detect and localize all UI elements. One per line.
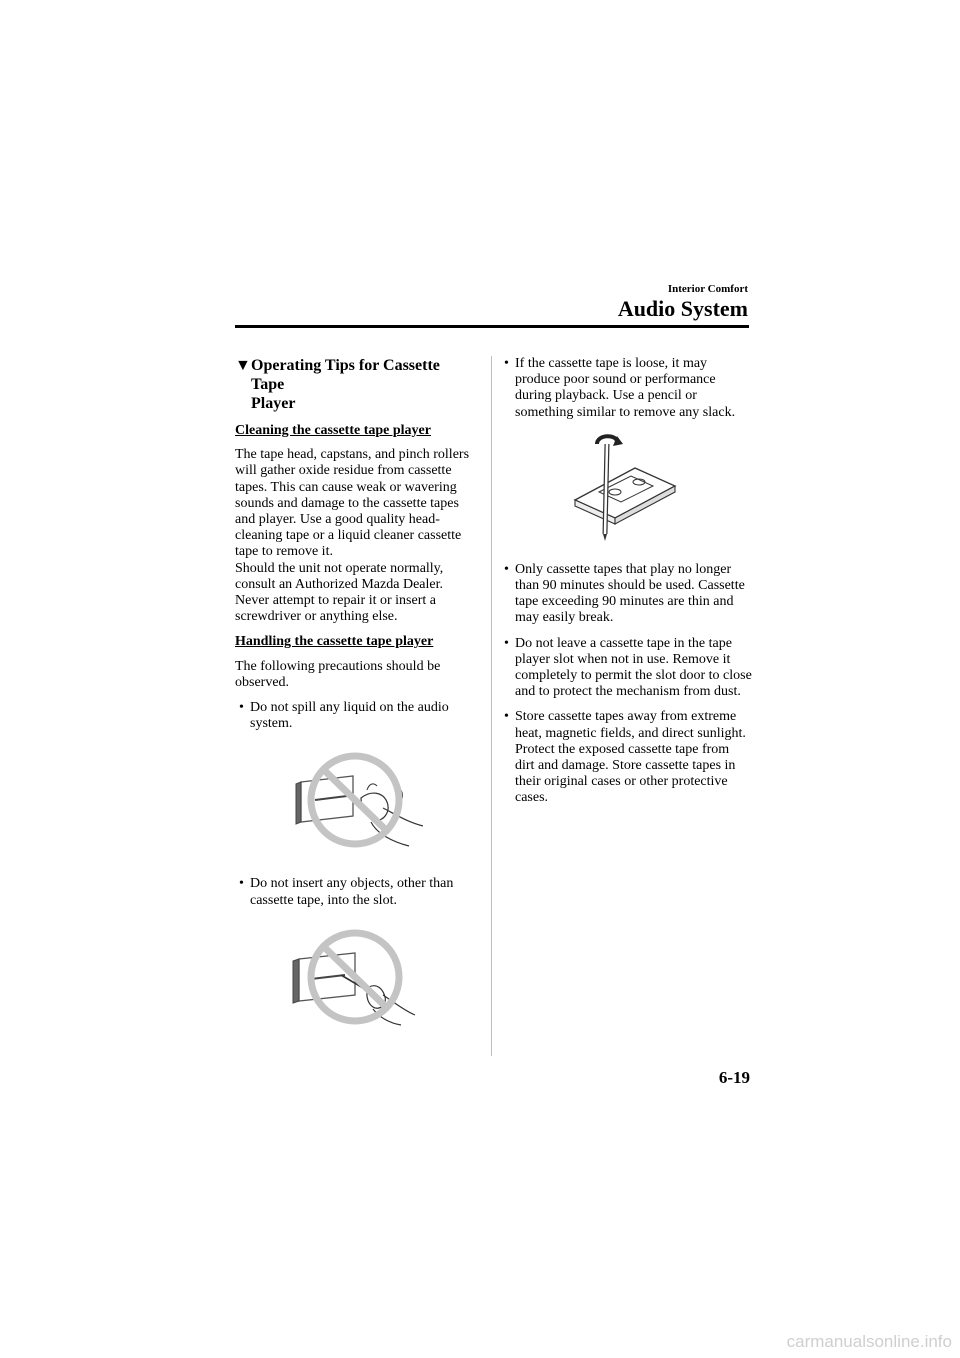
list-item (500, 356, 752, 421)
list-item (235, 876, 471, 908)
cleaning-paragraph-2: Should the unit not operate normally, consult an Authorized Mazda Dealer. Never attempt to repair it or insert a screwdriver or anything else. (235, 560, 444, 625)
section-label: Interior Comfort (667, 283, 748, 295)
list-item-text: Store cassette tapes away from extreme heat, magnetic fields, and direct sunlight. Protect the exposed cassette tape from dirt and damage. Store cassette tapes in their original cases or other protective cases. (515, 709, 746, 806)
handling-intro: The following precautions should be observed. (235, 658, 441, 690)
list-item-text: If the cassette tape is loose, it may produce poor sound or performance during playback. Use a pencil or something similar to remove any slack. (515, 356, 736, 420)
bullet-icon: • (239, 700, 244, 716)
left-column (235, 356, 471, 1029)
bullet-icon: • (239, 876, 244, 892)
section-heading-line2: Player (251, 395, 296, 412)
header-rule (235, 325, 749, 328)
cleaning-paragraph: The tape head, capstans, and pinch rollers will gather oxide residue from cassette tapes. This can cause weak or wavering sounds and damage to the cassette tapes and player. Use a good quality head-cleaning tape or a liquid cleaner cassette tape to remove it. (235, 447, 470, 560)
bullet-icon: • (504, 561, 509, 577)
list-item (235, 700, 471, 732)
chapter-title: Audio System (617, 296, 748, 321)
right-column (500, 356, 752, 816)
section-heading-text (251, 356, 471, 413)
no-liquid-illustration (283, 750, 423, 854)
list-item (500, 636, 752, 701)
list-item-text: Do not leave a cassette tape in the tape player slot when not in use. Remove it completely to permit the slot door to close and to protect the mechanism from dust. (515, 635, 752, 700)
cleaning-heading: Cleaning the cassette tape player (235, 423, 431, 438)
handling-heading: Handling the cassette tape player (235, 634, 434, 650)
column-divider (491, 356, 492, 1056)
list-item-text: Do not insert any objects, other than cassette tape, into the slot. (250, 876, 454, 908)
list-item-text: Only cassette tapes that play no longer than 90 minutes should be used. Cassette tape exceeding 90 minutes are thin and may easily break. (515, 561, 745, 626)
list-item (500, 562, 752, 627)
bullet-icon: • (504, 709, 509, 725)
bullet-icon: • (504, 356, 509, 371)
pencil-cassette-illustration (571, 430, 681, 542)
list-item (500, 709, 752, 806)
section-heading-line1: Operating Tips for Cassette Tape (251, 357, 440, 393)
list-item-text: Do not spill any liquid on the audio system. (250, 700, 449, 732)
no-objects-illustration (283, 925, 423, 1029)
watermark: carmanualsonline.info (786, 1332, 952, 1351)
bullet-icon: • (504, 635, 509, 651)
triangle-marker-icon: ▼ (235, 357, 251, 374)
page-number: 6-19 (718, 1068, 750, 1087)
section-heading (235, 356, 471, 413)
